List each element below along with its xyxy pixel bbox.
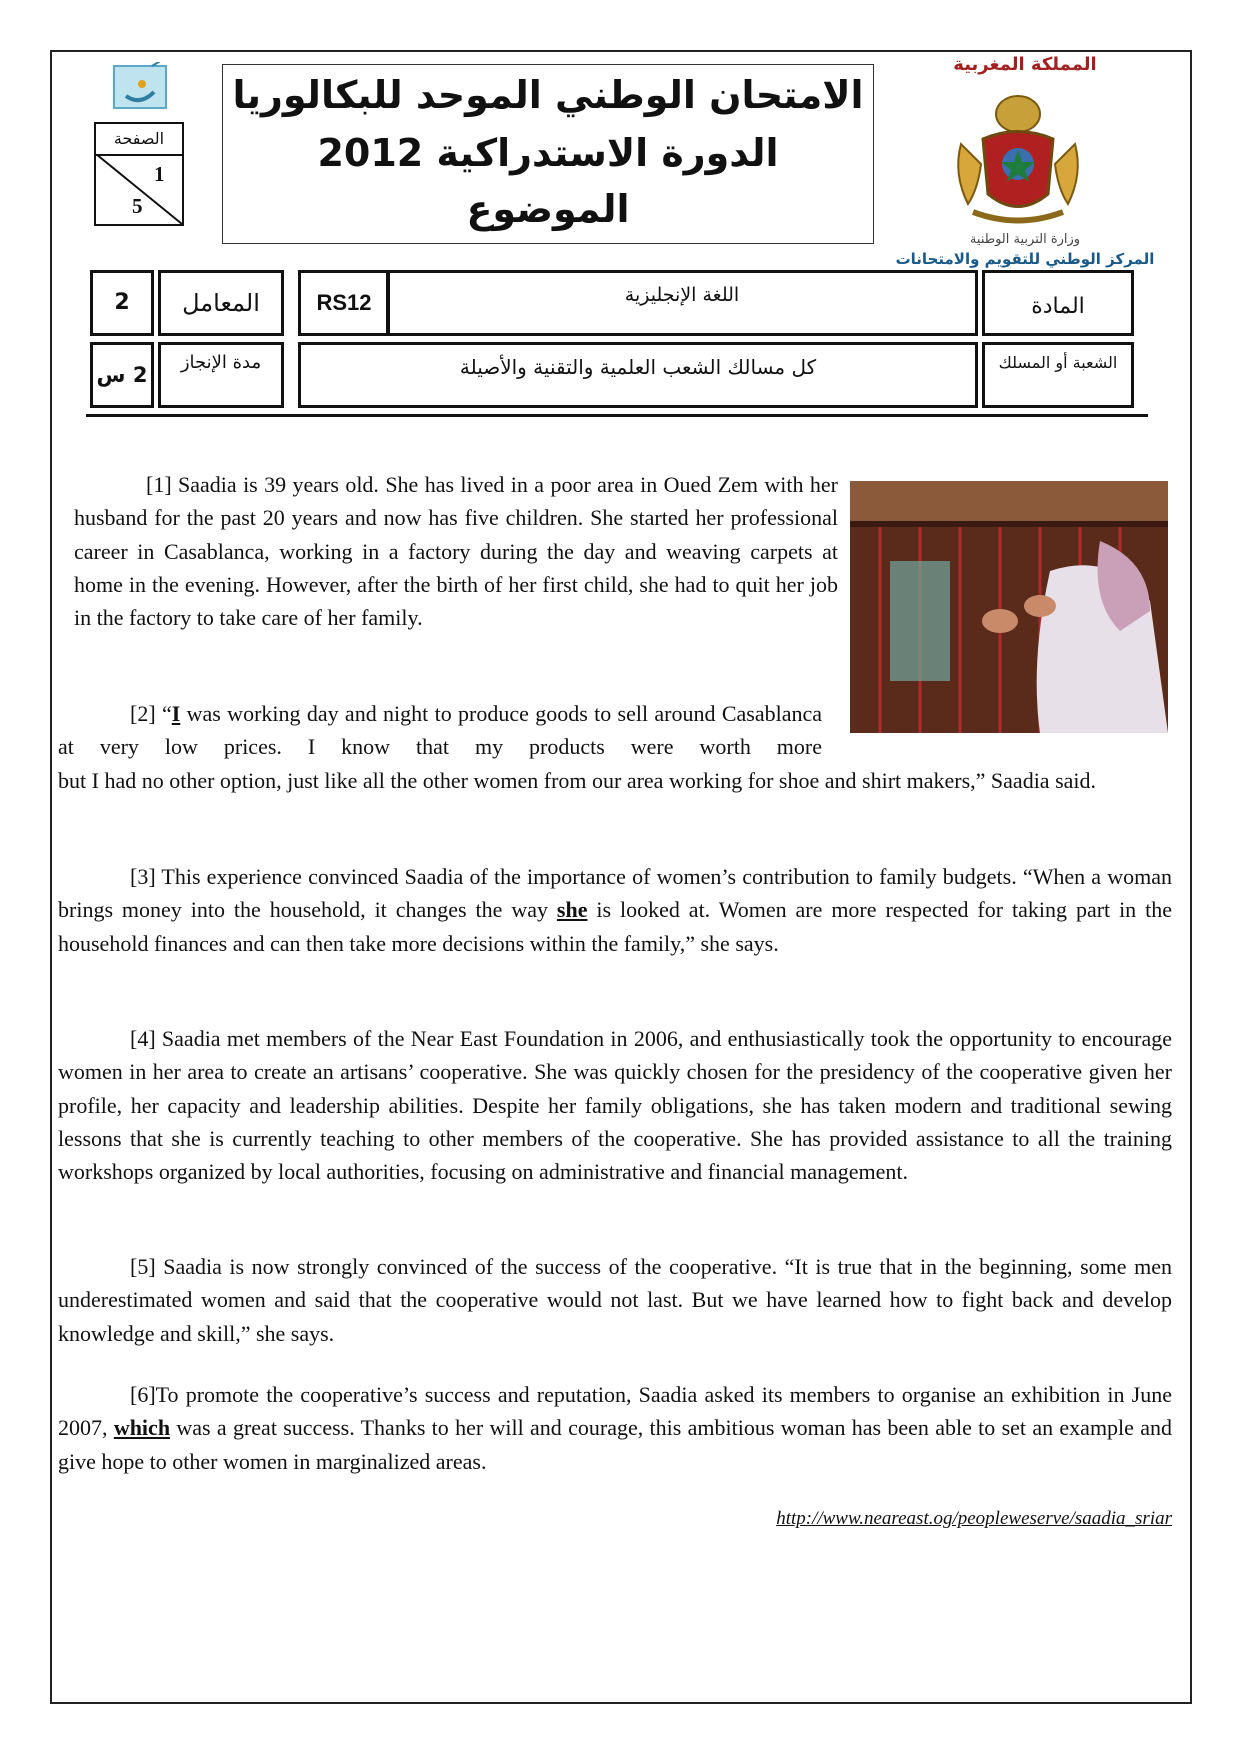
page-total: 5	[132, 194, 143, 218]
exam-title-box	[222, 64, 874, 244]
page-number-box	[94, 122, 184, 226]
underlined-word-which: which	[113, 1415, 171, 1441]
coat-of-arms-icon	[943, 84, 1093, 234]
paragraph-1: [1] Saadia is 39 years old. She has lived in a poor area in Oued Zem with her husband for the past 20 years and now has five children. She started her professional career in Casablanca, working in a factory during the day and weaving carpets at home in the evening. However, after the birth of her first child, she had to quit her job in the factory to take care of her family.	[74, 472, 838, 631]
paragraph-6: [6]To promote the cooperative’s success and reputation, Saadia asked its members to organise an exhibition in June 2007, which was a great success. Thanks to her will and courage, this ambitious woman has been able to set an example and give hope to other women in marginalized areas.	[58, 1382, 1173, 1474]
subject-value: اللغة الإنجليزية	[386, 270, 978, 336]
coefficient-value: 2	[90, 270, 154, 336]
duration-label: مدة الإنجاز	[158, 342, 284, 408]
evaluation-center-name: المركز الوطني للتقويم والامتحانات	[895, 250, 1155, 268]
underlined-word-she: she	[556, 897, 588, 923]
page-label: الصفحة	[96, 124, 182, 156]
paragraph-2: [2] “I was working day and night to produce goods to sell around Casablanca at very low prices. I know that my products were worth more but I had no other option, just like all the other women from our area working for shoe and shirt makers,” Saadia said.	[58, 701, 1097, 793]
coefficient-label: المعامل	[158, 270, 284, 336]
exam-center-logo-icon	[112, 62, 170, 110]
branch-label: الشعبة أو المسلك	[982, 342, 1134, 408]
branch-value: كل مسالك الشعب العلمية والتقنية والأصيلة	[298, 342, 978, 408]
duration-value: 2 س	[90, 342, 154, 408]
subject-code: RS12	[298, 270, 390, 336]
weaver-photo	[850, 481, 1168, 733]
paragraph-5: [5] Saadia is now strongly convinced of the success of the cooperative. “It is true that in the beginning, some men underestimated women and said that the cooperative would not last. But we have learned how to fight back and develop knowledge and skill,” she says.	[58, 1254, 1172, 1346]
ministry-name: وزارة التربية الوطنية	[969, 232, 1081, 247]
underlined-word-i: I	[171, 701, 181, 726]
exam-title-line3: الموضوع	[466, 187, 630, 231]
paragraph-4: [4] Saadia met members of the Near East Foundation in 2006, and enthusiastically took the opportunity to encourage women in her area to create an artisans’ cooperative. She was quickly chosen for the presidency of the cooperative given her profile, her capacity and leadership abilities. Despite her family obligations, she has taken modern and traditional sewing lessons that she is currently teaching to other members of the cooperative. She has provided assistance to all the training workshops organized by local authorities, focusing on administrative and financial management.	[58, 1026, 1172, 1185]
paragraph-3: [3] This experience convinced Saadia of the importance of women’s contribution to family budgets. “When a woman brings money into the household, it changes the way she is looked at. Women are more respected for taking part in the household finances and can then take more decisions within the family,” she says.	[58, 864, 1172, 956]
source-link[interactable]: http://www.neareast.og/peopleweserve/saadia_sriar	[776, 1508, 1172, 1529]
kingdom-name: المملكة المغربية	[953, 54, 1097, 75]
ministry-header	[895, 54, 1155, 268]
header-divider	[86, 414, 1148, 417]
exam-title-line2: الدورة الاستدراكية 2012	[317, 131, 779, 175]
exam-title-line1: الامتحان الوطني الموحد للبكالوريا	[232, 73, 864, 117]
subject-label: المادة	[982, 270, 1134, 336]
page-current: 1	[154, 162, 165, 186]
